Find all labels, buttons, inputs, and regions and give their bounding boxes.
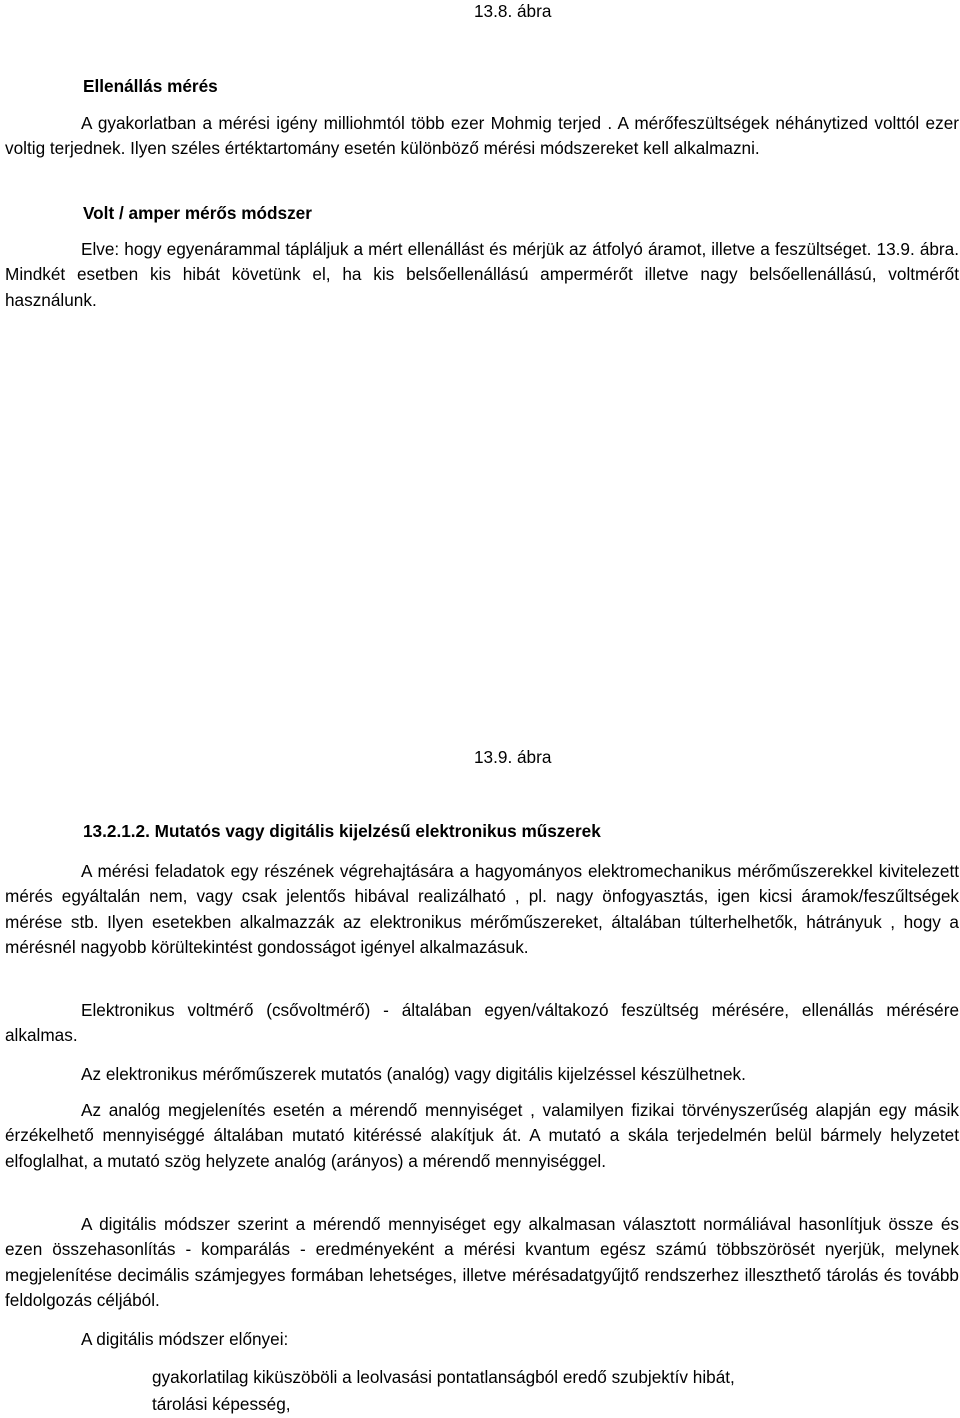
- paragraph-electronic-1: A mérési feladatok egy részének végrehajtására a hagyományos elektromechanikus mérőműszerekkel kivitelezett mérés egyáltalán nem, vagy csak jelentős hibával realizálható , pl. nagy önfogyasztás, igen kicsi áramok/feszűltségek mérése stb. Ilyen esetekben alkalmazzák az elektronikus mérőműszereket, általában túlterhelhetők, hátrányuk , hogy a mérésnél nagyobb körültekintést gondosságot igényel alkalmazásuk.: [5, 861, 959, 958]
- paragraph-volt-ampere: Elve: hogy egyenárammal tápláljuk a mért ellenállást és mérjük az átfolyó áramot, illetve a feszültséget. 13.9. ábra. Mindkét esetben kis hibát követünk el, ha kis belsőellenállású ampermérőt illetve nagy belsőellenállású, voltmérőt használunk.: [5, 239, 959, 310]
- paragraph-electronic-5: A digitális módszer szerint a mérendő mennyiséget egy alkalmasan választott normáliával hasonlítjuk össze és ezen összehasonlítás - komparálás - eredményeként a mérési kvantum egész számú többszörösét nyerjük, melynek megjelenítése decimális számjegyes formában lehetséges, illetve mérésadatgyűjtő rendszerhez illeszthető tárolás és tovább feldolgozás céljából.: [5, 1214, 959, 1311]
- section-title-resistance: Ellenállás mérés: [83, 76, 218, 96]
- paragraph-electronic-4: Az analóg megjelenítés esetén a mérendő mennyiséget , valamilyen fizikai törvényszerűség alapján egy másik érzékelhető mennyiséggé általában mutató kitéréssé alakítjuk át. A mutató a skála terjedelmén belül bármely helyzetet elfoglalhat, a mutató szög helyzete analóg (arányos) a mérendő mennyiséggel.: [5, 1100, 959, 1171]
- paragraph-electronic-3: Az elektronikus mérőműszerek mutatós (analóg) vagy digitális kijelzéssel készülhetnek.: [81, 1064, 746, 1084]
- list-item: tárolási képesség,: [152, 1394, 291, 1414]
- paragraph-electronic-2: Elektronikus voltmérő (csővoltmérő) - általában egyen/váltakozó feszültség mérésére, ellenállás mérésére alkalmas.: [5, 1000, 959, 1046]
- figure-caption-top: 13.8. ábra: [474, 1, 552, 21]
- list-item: gyakorlatilag kiküszöböli a leolvasási pontatlanságból eredő szubjektív hibát,: [152, 1367, 735, 1387]
- paragraph-electronic-6: A digitális módszer előnyei:: [81, 1329, 289, 1349]
- paragraph-resistance: A gyakorlatban a mérési igény milliohmtól több ezer Mohmig terjed . A mérőfeszültségek néhánytized volttól ezer voltig terjednek. Ilyen széles értéktartomány esetén különböző mérési módszereket kell alkalmazni.: [5, 113, 959, 159]
- figure-caption-mid: 13.9. ábra: [474, 747, 552, 767]
- section-title-volt-ampere: Volt / amper mérős módszer: [83, 203, 312, 223]
- advantages-list: [152, 1364, 735, 1418]
- section-title-electronic: 13.2.1.2. Mutatós vagy digitális kijelzésű elektronikus műszerek: [83, 821, 601, 841]
